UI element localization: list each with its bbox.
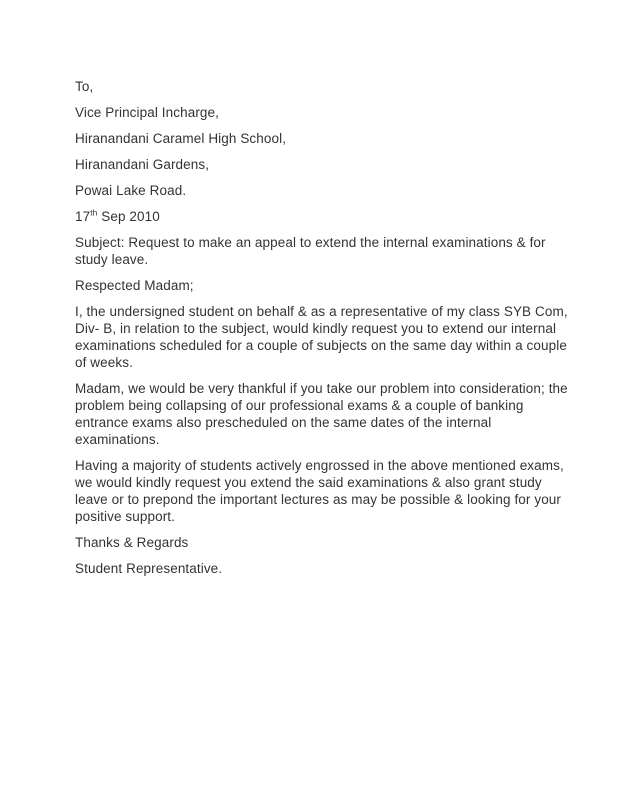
recipient-line-road: Powai Lake Road. (75, 183, 187, 198)
body-paragraph-appeal: Having a majority of students actively engrossed in the above mentioned exams, we would kindly request you extend the said examinations & also grant study leave or to prepond the important lectures as may be possible & looking for your positive support. (75, 458, 564, 524)
recipient-line-school: Hiranandani Caramel High School, (75, 131, 287, 146)
greeting-line: Respected Madam; (75, 278, 194, 293)
closing-line: Thanks & Regards (75, 535, 189, 550)
recipient-line-title: Vice Principal Incharge, (75, 105, 219, 120)
letter-date (75, 208, 577, 225)
letter-body (75, 78, 577, 586)
signature-line: Student Representative. (75, 561, 223, 576)
date-day: 17 (75, 209, 91, 224)
date-month-year: Sep 2010 (97, 209, 160, 224)
date-ordinal: th (90, 207, 98, 218)
recipient-line-area: Hiranandani Gardens, (75, 157, 210, 172)
letter-to-label: To, (75, 79, 94, 94)
subject-line: Subject: Request to make an appeal to extend the internal examinations & for study leave. (75, 235, 546, 267)
body-paragraph-problem: Madam, we would be very thankful if you take our problem into consideration; the problem being collapsing of our professional exams & a couple of banking entrance exams also prescheduled on the same dates of the internal examinations. (75, 381, 568, 447)
body-paragraph-request: I, the undersigned student on behalf & as a representative of my class SYB Com, Div- B, in relation to the subject, would kindly request you to extend our internal examinations scheduled for a couple of subjects on the same day within a couple of weeks. (75, 304, 568, 370)
